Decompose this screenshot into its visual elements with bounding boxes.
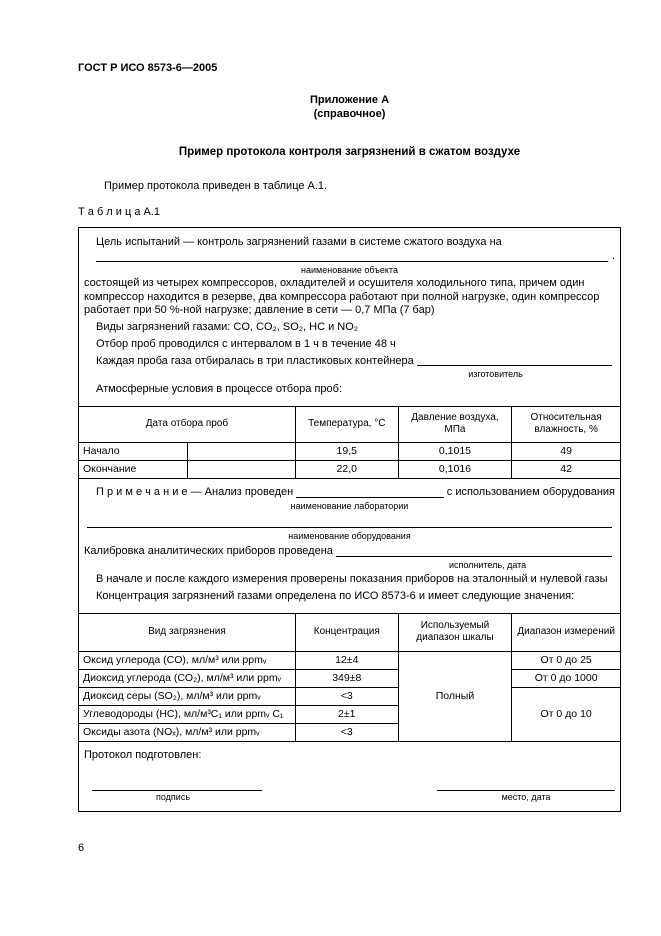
results-row [79,688,620,706]
results-table [79,613,620,743]
place-caption: место, дата [501,792,551,803]
calibration-blank [336,546,612,557]
appendix-kind: (справочное) [313,107,386,120]
range-value-merged: От 0 до 10 [512,688,620,742]
note-row [84,486,615,500]
container-row [84,355,615,369]
calibration-line: Калибровка аналитических приборов проведена [84,545,333,558]
gas-types-line: Виды загрязнений газами: CO, CO₂, SO₂, HC и NO₂ [96,321,359,334]
object-name-blank [96,251,608,262]
results-row [79,651,620,669]
condition-label: Начало [79,442,187,460]
concentration-value: <3 [295,688,398,706]
atmospheric-line: Атмосферные условия в процессе отбора проб: [96,382,343,395]
signature-caption: подпись [155,792,191,803]
pressure-value: 0,1016 [398,460,512,478]
condition-label: Окончание [79,460,187,478]
note-suffix: с использованием оборудования [446,485,615,498]
conditions-table [79,406,620,479]
pressure-value: 0,1015 [398,442,512,460]
humidity-value: 42 [512,460,620,478]
page-content [78,62,621,812]
results-header-row [79,613,620,651]
contaminant-name: Углеводороды (HC), мл/м³С₁ или ppmᵥ С₁ [79,706,295,724]
concentration-value: 349±8 [295,669,398,687]
header-scale: Используемый диапазон шкалы [398,613,512,651]
scale-value: Полный [398,651,512,742]
range-value: От 0 до 1000 [512,669,620,687]
manufacturer-blank [417,355,612,366]
contaminant-name: Диоксид серы (SO₂), мл/м³ или ppmᵥ [79,688,295,706]
container-line: Каждая проба газа отбиралась в три пластиковых контейнера [96,354,414,367]
header-temperature: Температура, °С [295,406,398,442]
equipment-blank [87,517,612,528]
signature-row [84,780,615,791]
object-name-blank-row [84,250,615,264]
header-range: Диапазон измерений [512,613,620,651]
results-row [79,669,620,687]
standard-number: ГОСТ Р ИСО 8573-6—2005 [78,62,218,74]
header-contaminant: Вид загрязнения [79,613,295,651]
calibration-row [84,545,615,559]
place-blank [437,780,615,791]
description-paragraph: состоящей из четырех компрессоров, охладителей и осушителя холодильного типа, причем один компрессор находится в резерве, два компрессора работают при полной нагрузке, один компрессор работает при 50 %-ной нагрузке; давление в сети — 0,7 МПа (7 бар) [84,276,600,317]
header-concentration: Концентрация [295,613,398,651]
contaminant-name: Диоксид углерода (CO₂), мл/м³ или ppmᵥ [79,669,295,687]
contaminant-name: Оксиды азота (NOₓ), мл/м³ или ppmᵥ [79,724,295,742]
sampling-line: Отбор проб проводился с интервалом в 1 ч в течение 48 ч [96,337,396,350]
calibration-caption: исполнитель, дата [448,560,527,570]
manufacturer-caption: изготовитель [468,369,523,380]
concentration-value: 12±4 [295,651,398,669]
concentration-value: 2±1 [295,706,398,724]
signature-captions [84,791,615,802]
header-pressure: Давление воздуха, МПа [398,406,512,442]
page-number: 6 [78,842,85,854]
range-value: От 0 до 25 [512,651,620,669]
condition-date-blank [187,460,295,478]
header-sample-date: Дата отбора проб [79,406,295,442]
contaminant-name: Оксид углерода (CO), мл/м³ или ppmᵥ [79,651,295,669]
equipment-blank-row [84,517,615,530]
condition-date-blank [187,442,295,460]
conditions-row-start [79,442,620,460]
signature-blank [92,780,262,791]
caption-spacer [262,791,437,802]
intro-paragraph: Пример протокола приведен в таблице А.1. [104,179,328,192]
appendix-title: Приложение А [309,93,390,106]
check-line: В начале и после каждого измерения проверены показания приборов на эталонный и нулевой газы [96,573,608,586]
conditions-header-row [79,406,620,442]
concentration-line: Концентрация загрязнений газами определена по ИСО 8573-6 и имеет следующие значения: [96,590,575,603]
humidity-value: 49 [512,442,620,460]
concentration-value: <3 [295,724,398,742]
header-humidity: Относительная влажность, % [512,406,620,442]
goal-period: . [611,249,615,262]
object-name-caption: наименование объекта [301,264,398,275]
conditions-row-end [79,460,620,478]
prepared-line: Протокол подготовлен: [84,749,202,762]
note-line: П р и м е ч а н и е — Анализ проведен [96,485,294,498]
equipment-caption: наименование оборудования [288,530,411,541]
protocol-box [78,227,621,811]
document-title: Пример протокола контроля загрязнений в сжатом воздухе [178,146,521,159]
temperature-value: 19,5 [295,442,398,460]
table-label: Т а б л и ц а А.1 [78,206,161,219]
laboratory-blank [296,487,444,498]
laboratory-caption: наименование лаборатории [290,500,409,511]
temperature-value: 22,0 [295,460,398,478]
goal-line: Цель испытаний — контроль загрязнений газами в системе сжатого воздуха на [96,236,502,249]
